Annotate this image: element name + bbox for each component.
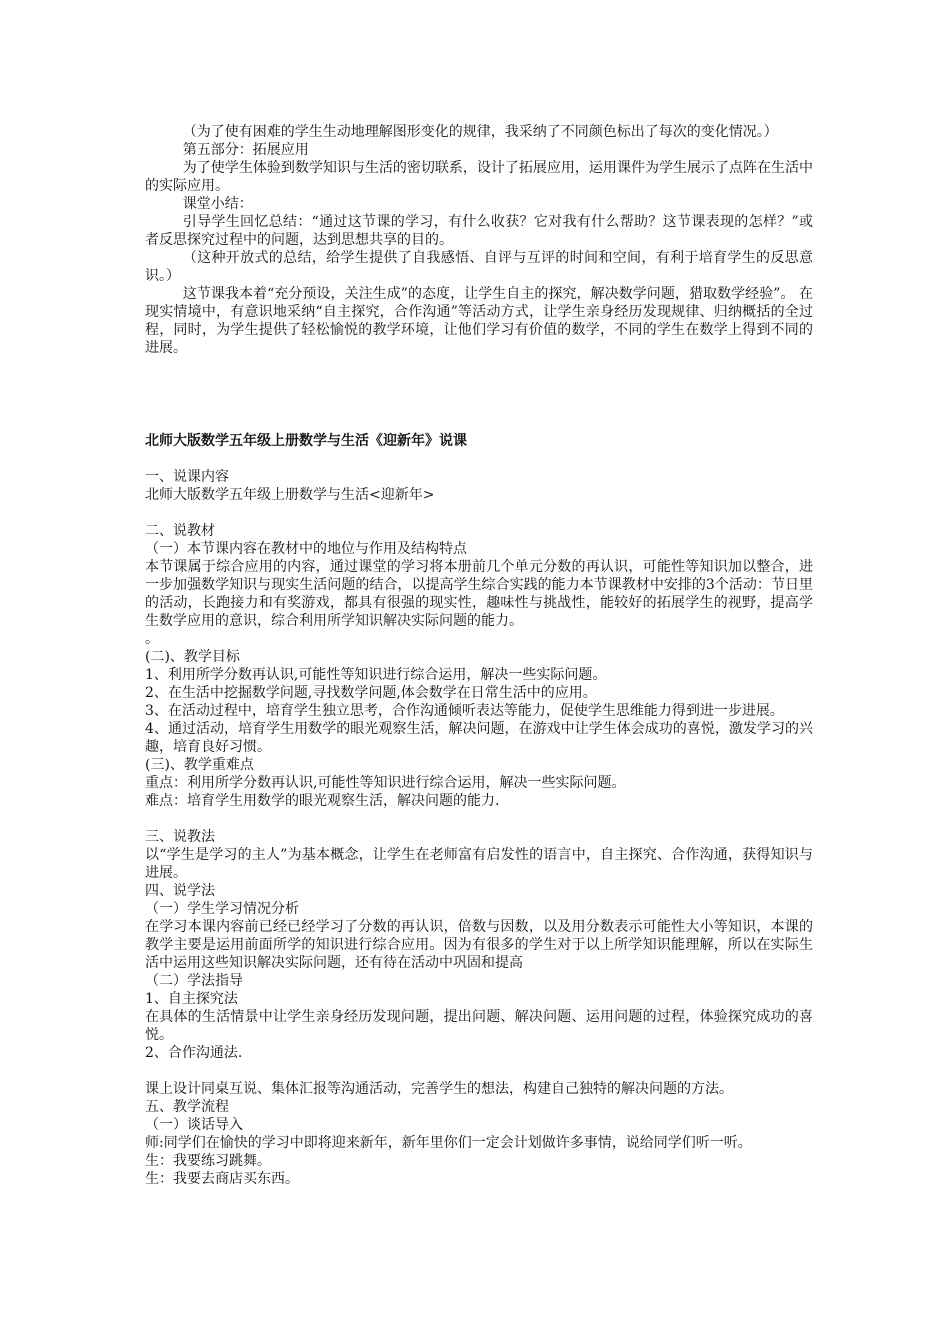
- section-two-heading: 二、说教材: [145, 523, 215, 539]
- goal-item: 4、通过活动，培育学生用数学的眼光观察生活，解决问题，在游戏中让学生体会成功的喜悦，激发学习的兴趣，培育良好习惯。: [145, 721, 813, 755]
- method-one-heading: 1、自主探究法: [145, 991, 238, 1007]
- dialogue-line: 师:同学们在愉快的学习中即将迎来新年，新年里你们一定会计划做许多事情，说给同学们听一听。: [145, 1135, 752, 1151]
- section-three-heading: 三、说教法: [145, 829, 215, 845]
- difficult-point: 难点：培育学生用数学的眼光观察生活，解决问题的能力.: [145, 793, 500, 809]
- section-one-body: 北师大版数学五年级上册数学与生活<迎新年>: [145, 487, 435, 503]
- section-two-paragraph: 本节课属于综合应用的内容，通过课堂的学习将本册前几个单元分数的再认识，可能性等知识加以整合，进一步加强数学知识与现实生活问题的结合，以提高学生综合实践的能力本节课教材中安排的3个活动：节日里的活动，长跑接力和有奖游戏，都具有很强的现实性，趣味性与挑战性，能较好的拓展学生的视野，提高学生数学应用的意识，综合利用所学知识解决实际问题的能力。: [145, 559, 813, 629]
- heading-summary: 课堂小结：: [182, 196, 253, 212]
- section-four-heading: 四、说学法: [145, 883, 215, 899]
- previous-lesson-ending: [145, 123, 813, 357]
- section-five-heading: 五、教学流程: [145, 1099, 229, 1115]
- section-two-sub-two: (二)、教学目标: [145, 649, 240, 665]
- section-four-sub-one: （一）学生学习情况分析: [145, 901, 299, 917]
- method-two-heading: 2、合作沟通法.: [145, 1045, 243, 1061]
- goal-item: 2、在生活中挖掘数学问题,寻找数学问题,体会数学在日常生活中的应用。: [145, 685, 597, 701]
- goal-item: 3、在活动过程中，培育学生独立思考，合作沟通倾听表达等能力，促使学生思维能力得到进一步进展。: [145, 703, 784, 719]
- section-four-sub-two: （二）学法指导: [145, 973, 243, 989]
- paragraph-reflection: （这种开放式的总结，给学生提供了自我感悟、自评与互评的时间和空间，有利于培育学生的反思意识。）: [145, 250, 813, 284]
- paragraph-extension: 为了使学生体验到数学知识与生活的密切联系，设计了拓展应用，运用课件为学生展示了点阵在生活中的实际应用。: [145, 160, 813, 194]
- section-three-body: 以“学生是学习的主人”为基本概念，让学生在老师富有启发性的语言中，自主探究、合作沟通，获得知识与进展。: [145, 847, 813, 881]
- paragraph-summary: 引导学生回忆总结：“通过这节课的学习，有什么收获？它对我有什么帮助？这节课表现的怎样？”或者反思探究过程中的问题，达到思想共享的目的。: [145, 214, 813, 248]
- key-point: 重点：利用所学分数再认识,可能性等知识进行综合运用，解决一些实际问题。: [145, 775, 626, 791]
- section-two-dot: 。: [145, 631, 159, 647]
- method-two-body: 课上设计同桌互说、集体汇报等沟通活动，完善学生的想法，构建自己独特的解决问题的方法。: [145, 1081, 733, 1097]
- section-two-sub-one: （一）本节课内容在教材中的地位与作用及结构特点: [145, 541, 467, 557]
- section-four-paragraph: 在学习本课内容前已经已经学习了分数的再认识，倍数与因数，以及用分数表示可能性大小等知识，本课的教学主要是运用前面所学的知识进行综合应用。因为有很多的学生对于以上所学知识能理解，所以在实际生活中运用这些知识解决实际问题，还有待在活动中巩固和提高: [145, 919, 813, 971]
- dialogue-line: 生：我要去商店买东西。: [145, 1171, 299, 1187]
- paragraph-color-note: （为了使有困难的学生生动地理解图形变化的规律，我采纳了不同颜色标出了每次的变化情况。）: [182, 124, 778, 140]
- paragraph-conclusion: 这节课我本着“充分预设，关注生成”的态度，让学生自主的探究，解决数学问题，猎取数学经验”。 在现实情境中，有意识地采纳“自主探究，合作沟通”等活动方式，让学生亲身经历发现规律、归纳概括的全过程，同时，为学生提供了轻松愉悦的教学环境，让他们学习有价值的数学，不同的学生在数学上得到不同的进展。: [145, 286, 813, 356]
- section-two-sub-three: (三)、教学重难点: [145, 757, 254, 773]
- section-five-sub-one: （一）谈话导入: [145, 1117, 243, 1133]
- section-one-heading: 一、说课内容: [145, 469, 229, 485]
- new-year-lesson: [145, 432, 813, 1188]
- document-title: 北师大版数学五年级上册数学与生活《迎新年》说课: [145, 433, 467, 449]
- goal-item: 1、利用所学分数再认识,可能性等知识进行综合运用，解决一些实际问题。: [145, 667, 607, 683]
- dialogue-line: 生：我要练习跳舞。: [145, 1153, 271, 1169]
- method-one-body: 在具体的生活情景中让学生亲身经历发现问题，提出问题、解决问题、运用问题的过程，体验探究成功的喜悦。: [145, 1009, 813, 1043]
- heading-part-five: 第五部分：拓展应用: [182, 142, 309, 158]
